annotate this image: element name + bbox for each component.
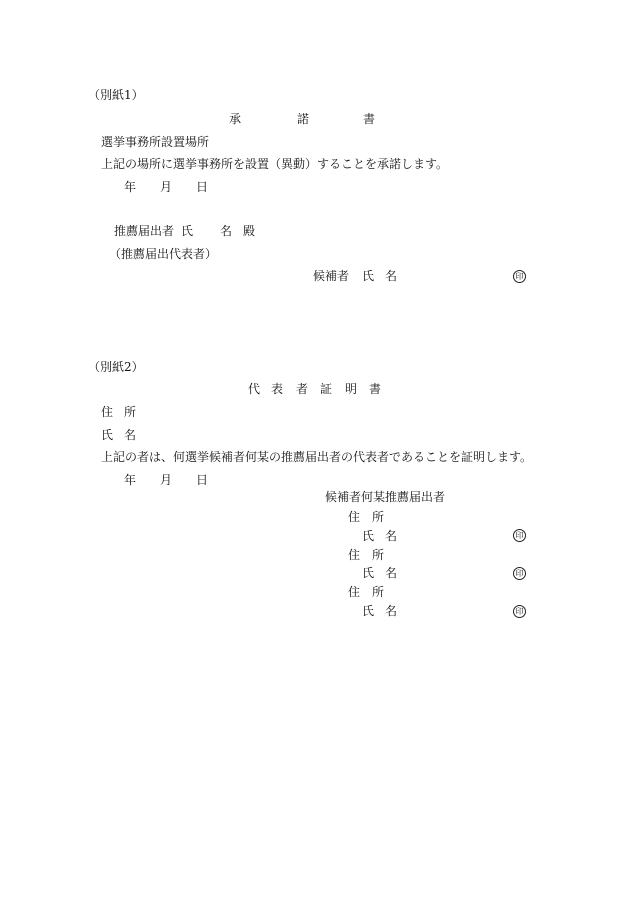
form1-label: （別紙1）: [88, 88, 144, 102]
form2-statement: 上記の者は、何選挙候補者何某の推薦届出者の代表者であることを証明します。: [101, 450, 533, 464]
form1-representative: （推薦届出代表者）: [109, 247, 218, 261]
form2-title-char: 者: [296, 382, 309, 396]
form1-title-char: 諾: [297, 112, 310, 126]
address-char: 所: [124, 405, 137, 419]
candidate-label: 候補者: [313, 269, 350, 283]
address-char: 住: [348, 510, 361, 524]
date-year: 年: [124, 473, 137, 487]
address-char: 住: [348, 585, 361, 599]
name-char: 氏: [362, 269, 375, 283]
seal-icon: 印: [513, 605, 526, 618]
name-char: 名: [124, 428, 137, 442]
address-char: 所: [372, 548, 385, 562]
name-char: 名: [220, 224, 233, 238]
name-char: 氏: [101, 428, 114, 442]
seal-icon: 印: [513, 270, 526, 283]
honorific: 殿: [243, 224, 256, 238]
form2-title-char: 書: [369, 382, 382, 396]
form1-title-char: 承: [229, 112, 242, 126]
name-char: 名: [385, 566, 398, 580]
date-day: 日: [196, 473, 209, 487]
name-char: 氏: [362, 566, 375, 580]
name-char: 氏: [362, 529, 375, 543]
recommender-label: 推薦届出者: [114, 224, 175, 238]
date-year: 年: [124, 180, 137, 194]
form2-title-char: 明: [345, 382, 358, 396]
date-month: 月: [160, 180, 173, 194]
seal-icon: 印: [513, 529, 526, 542]
form1-location: 選挙事務所設置場所: [101, 135, 210, 149]
address-char: 住: [348, 548, 361, 562]
form2-title-char: 表: [271, 382, 284, 396]
form2-title-char: 証: [320, 382, 333, 396]
name-char: 氏: [362, 604, 375, 618]
form2-title-char: 代: [248, 382, 261, 396]
name-char: 名: [385, 269, 398, 283]
form2-signers-heading: 候補者何某推薦届出者: [325, 490, 446, 504]
address-char: 住: [101, 405, 114, 419]
form2-label: （別紙2）: [88, 360, 144, 374]
address-char: 所: [372, 510, 385, 524]
address-char: 所: [372, 585, 385, 599]
date-day: 日: [196, 180, 209, 194]
name-char: 名: [385, 604, 398, 618]
form1-statement: 上記の場所に選挙事務所を設置（異動）することを承諾します。: [101, 157, 449, 171]
form1-title-char: 書: [363, 112, 376, 126]
seal-icon: 印: [513, 567, 526, 580]
name-char: 名: [385, 529, 398, 543]
date-month: 月: [160, 473, 173, 487]
name-char: 氏: [181, 224, 194, 238]
